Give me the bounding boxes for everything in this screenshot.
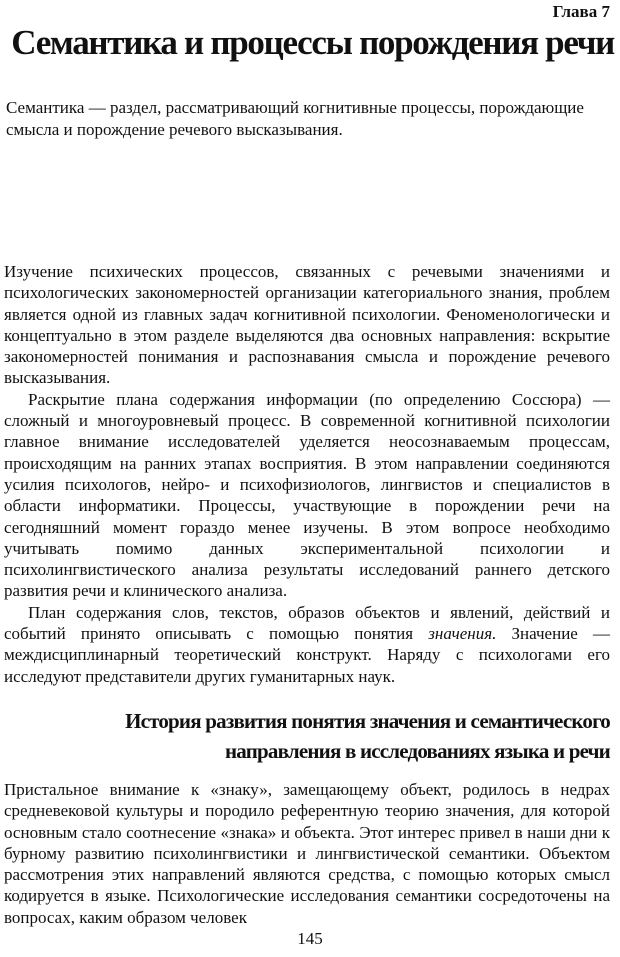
section-paragraph: Пристальное внимание к «знаку», замещающему объект, родилось в недрах средневековой культуры и породило референтную теорию значения, для которой основным стало соотнесение «знака» и объекта. Этот интерес привел в наши дни к бурному развитию психолингвистики и лингвистической семантики. Объектом рассмотрения этих направлений являются средства, с помощью которых смысл кодируется в языке. Психологические исследования семантики сосредоточены на вопросах, каким образом человек [4, 780, 610, 927]
paragraph-2: Раскрытие плана содержания информации (по определению Соссюра) — сложный и многоуровневый процесс. В современной когнитивной психологии главное внимание исследователей уделяется неосознаваемым процессам, происходящим на ранних этапах восприятия. В этом направлении соединяются усилия психологов, нейро- и психофизиологов, лингвистов и специалистов в области информатики. Процессы, участвующие в порождении речи на сегодняшний момент гораздо менее изучены. В этом вопросе необходимо учитывать помимо данных экспериментальной психологии и психолингвистического анализа результаты исследований раннего детского развития речи и клинического анализа. [4, 389, 610, 601]
subtitle-line-1: Семантика — раздел, рассматривающий когнитивные процессы, порождающие [6, 98, 584, 117]
term-meaning: значения. [428, 624, 497, 644]
page-number: 145 [297, 929, 323, 948]
paragraph-1 [4, 261, 610, 389]
paragraph-1-end: смысла и порождение речевого высказывания. [4, 347, 611, 388]
subtitle-line-2: смысла и порождение речевого высказывания. [6, 120, 343, 139]
paragraph-3-end: Значение — междисциплинарный теоретический конструкт. Наряду с психологами его исследуют представители других гуманитарных наук. [4, 624, 611, 686]
section-heading [0, 706, 610, 766]
chapter-title: Семантика и процессы порождения речи [11, 23, 614, 62]
chapter-label: Глава 7 [552, 2, 610, 21]
main-text [4, 261, 610, 687]
paragraph-1-text: Изучение психических процессов, связанных с речевыми значениями и психологических закономерностей организации категориального знания, проблем является одной из главных задач когнитивной психологии. Феноменологически и концептуально в этом разделе выделяются два основных направления: вскрытие закономерностей понимания и распознавания [4, 262, 610, 367]
section-text [4, 779, 610, 928]
section-heading-line-2: направления в исследованиях языка и речи [225, 739, 610, 763]
paragraph-3 [4, 602, 610, 687]
paragraph-3-start: План содержания слов, текстов, образов объектов и явлений, действий и событий принято описывать с помощью понятия [4, 602, 610, 644]
chapter-subtitle [6, 97, 610, 141]
section-heading-line-1: История развития понятия значения и семантического [125, 709, 610, 733]
